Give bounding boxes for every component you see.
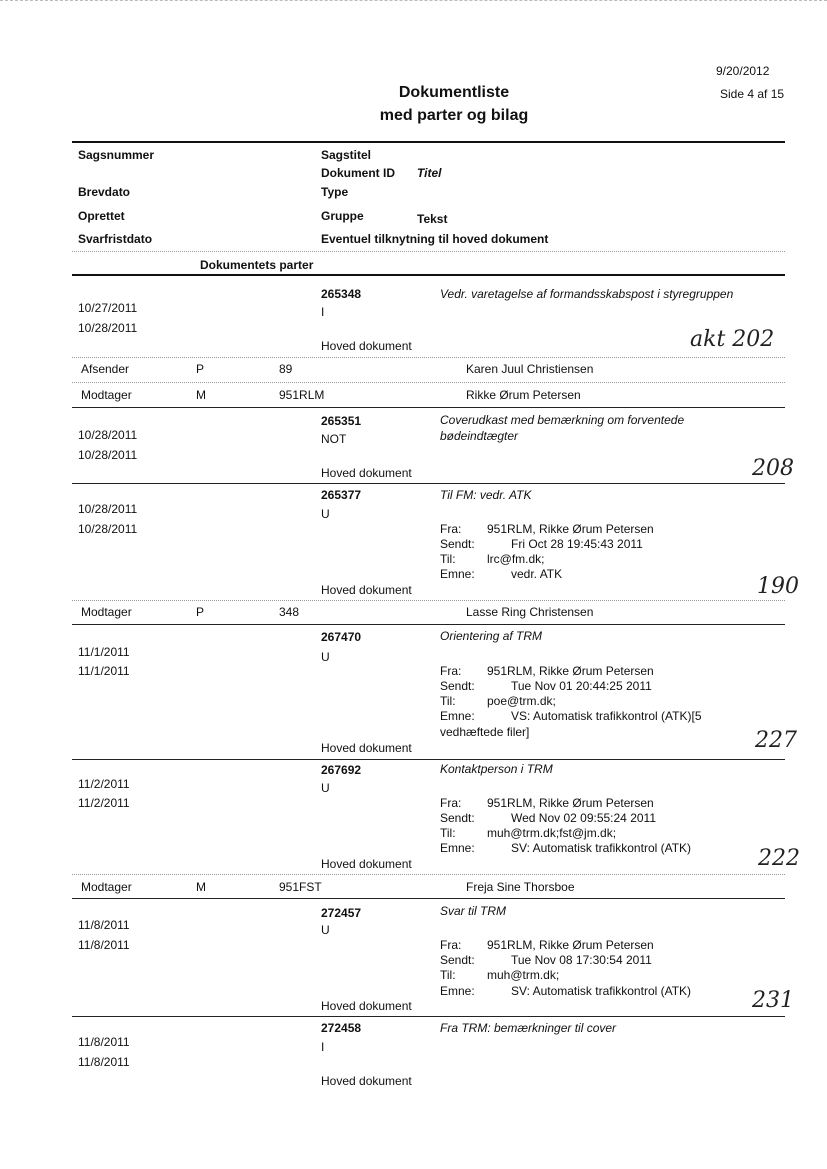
doc-title: Vedr. varetagelse af formandsskabspost i styregruppen xyxy=(440,287,734,301)
doc-type: U xyxy=(321,507,330,521)
mail-sent: Tue Nov 01 20:44:25 2011 xyxy=(511,679,652,693)
doc-oprettet: 11/2/2011 xyxy=(78,796,130,810)
doc-id: 272458 xyxy=(321,1021,362,1035)
handwritten-note: 208 xyxy=(752,456,794,481)
handwritten-note: 227 xyxy=(755,728,797,753)
party-name: Rikke Ørum Petersen xyxy=(466,388,581,402)
col-parter: Dokumentets parter xyxy=(200,258,314,272)
doc-title: Orientering af TRM xyxy=(440,629,543,643)
handwritten-note: 190 xyxy=(757,574,799,599)
mail-to: muh@trm.dk;fst@jm.dk; xyxy=(487,826,617,840)
mail-subject: SV: Automatisk trafikkontrol (ATK) xyxy=(511,841,692,855)
scan-artifact-top xyxy=(0,0,827,6)
doc-type: I xyxy=(321,305,325,319)
doc-title: Kontaktperson i TRM xyxy=(440,762,553,776)
col-brevdato: Brevdato xyxy=(78,185,131,199)
doc-title: Svar til TRM xyxy=(440,904,506,918)
col-tekst: Tekst xyxy=(417,212,448,226)
doc-type: I xyxy=(321,1040,325,1054)
mail-sent-label: Sendt: xyxy=(440,953,475,967)
party-code: P xyxy=(196,605,205,619)
party-number: 348 xyxy=(279,605,300,619)
doc-group: Hoved dokument xyxy=(321,741,412,755)
mail-subject-cont: vedhæftede filer] xyxy=(440,725,530,739)
party-code: P xyxy=(196,362,205,376)
mail-subject-label: Emne: xyxy=(440,841,475,855)
mail-sent-label: Sendt: xyxy=(440,679,475,693)
doc-group: Hoved dokument xyxy=(321,857,412,871)
col-oprettet: Oprettet xyxy=(78,209,125,223)
entry-rule xyxy=(72,759,785,760)
print-date: 9/20/2012 xyxy=(716,64,770,78)
doc-oprettet: 10/28/2011 xyxy=(78,448,138,462)
legend-divider xyxy=(72,251,785,252)
legend-rule xyxy=(72,274,785,276)
party-role: Afsender xyxy=(81,362,130,376)
entry-rule xyxy=(72,407,785,408)
mail-subject: vedr. ATK xyxy=(511,567,563,581)
row-divider xyxy=(72,382,785,383)
entry-rule xyxy=(72,898,785,899)
doc-title: Coverudkast med bemærkning om forventede xyxy=(440,413,685,427)
row-divider xyxy=(72,600,785,601)
mail-subject: SV: Automatisk trafikkontrol (ATK) xyxy=(511,984,692,998)
mail-from: 951RLM, Rikke Ørum Petersen xyxy=(487,664,654,678)
entry-rule xyxy=(72,624,785,625)
mail-sent: Fri Oct 28 19:45:43 2011 xyxy=(511,537,643,551)
party-number: 951FST xyxy=(279,880,322,894)
document-title: Dokumentliste xyxy=(398,84,510,101)
mail-to-label: Til: xyxy=(440,968,456,982)
doc-id: 267470 xyxy=(321,630,362,644)
doc-id: 267692 xyxy=(321,763,362,777)
doc-id: 265348 xyxy=(321,287,362,301)
doc-brevdato: 10/27/2011 xyxy=(78,301,138,315)
col-tilknytning: Eventuel tilknytning til hoved dokument xyxy=(321,232,549,246)
party-number: 951RLM xyxy=(279,388,325,402)
doc-group: Hoved dokument xyxy=(321,1074,412,1088)
row-divider xyxy=(72,874,785,875)
mail-subject-label: Emne: xyxy=(440,984,475,998)
doc-group: Hoved dokument xyxy=(321,339,412,353)
mail-to-label: Til: xyxy=(440,694,456,708)
mail-from: 951RLM, Rikke Ørum Petersen xyxy=(487,938,654,952)
mail-to-label: Til: xyxy=(440,826,456,840)
mail-to: muh@trm.dk; xyxy=(487,968,560,982)
mail-sent: Wed Nov 02 09:55:24 2011 xyxy=(511,811,656,825)
handwritten-note: 231 xyxy=(752,988,794,1013)
mail-from-label: Fra: xyxy=(440,938,462,952)
doc-brevdato: 10/28/2011 xyxy=(78,428,138,442)
party-role: Modtager xyxy=(81,388,132,402)
col-dokument-id: Dokument ID xyxy=(321,166,396,180)
party-name: Karen Juul Christiensen xyxy=(466,362,594,376)
doc-brevdato: 11/8/2011 xyxy=(78,918,130,932)
doc-type: U xyxy=(321,781,330,795)
row-divider xyxy=(72,357,785,358)
doc-oprettet: 10/28/2011 xyxy=(78,321,138,335)
doc-brevdato: 11/1/2011 xyxy=(78,645,130,659)
doc-group: Hoved dokument xyxy=(321,999,412,1013)
doc-group: Hoved dokument xyxy=(321,466,412,480)
doc-id: 265351 xyxy=(321,414,362,428)
mail-subject: VS: Automatisk trafikkontrol (ATK)[5 xyxy=(511,709,702,723)
doc-brevdato: 11/8/2011 xyxy=(78,1035,130,1049)
party-number: 89 xyxy=(279,362,293,376)
party-code: M xyxy=(196,388,206,402)
party-name: Freja Sine Thorsboe xyxy=(466,880,575,894)
doc-id: 265377 xyxy=(321,488,362,502)
party-role: Modtager xyxy=(81,605,132,619)
mail-from: 951RLM, Rikke Ørum Petersen xyxy=(487,796,654,810)
entry-rule xyxy=(72,1016,785,1017)
doc-type: NOT xyxy=(321,432,347,446)
party-code: M xyxy=(196,880,206,894)
mail-subject-label: Emne: xyxy=(440,567,475,581)
party-name: Lasse Ring Christensen xyxy=(466,605,594,619)
doc-oprettet: 11/8/2011 xyxy=(78,938,130,952)
mail-sent: Tue Nov 08 17:30:54 2011 xyxy=(511,953,652,967)
doc-brevdato: 10/28/2011 xyxy=(78,502,138,516)
header-rule xyxy=(72,141,785,143)
mail-to: poe@trm.dk; xyxy=(487,694,556,708)
doc-oprettet: 11/8/2011 xyxy=(78,1055,130,1069)
doc-title-cont: bødeindtægter xyxy=(440,429,519,443)
entry-rule xyxy=(72,483,785,484)
party-role: Modtager xyxy=(81,880,132,894)
col-sagstitel: Sagstitel xyxy=(321,148,372,162)
mail-sent-label: Sendt: xyxy=(440,811,475,825)
doc-type: U xyxy=(321,650,330,664)
doc-oprettet: 11/1/2011 xyxy=(78,664,130,678)
mail-subject-label: Emne: xyxy=(440,709,475,723)
col-gruppe: Gruppe xyxy=(321,209,364,223)
col-titel: Titel xyxy=(417,166,442,180)
col-type: Type xyxy=(321,185,349,199)
doc-id: 272457 xyxy=(321,906,362,920)
doc-group: Hoved dokument xyxy=(321,583,412,597)
doc-title: Fra TRM: bemærkninger til cover xyxy=(440,1021,617,1035)
handwritten-note: 222 xyxy=(758,846,800,871)
handwritten-note: akt 202 xyxy=(690,327,775,352)
mail-sent-label: Sendt: xyxy=(440,537,475,551)
doc-title: Til FM: vedr. ATK xyxy=(440,488,532,502)
mail-from-label: Fra: xyxy=(440,522,462,536)
col-sagsnummer: Sagsnummer xyxy=(78,148,155,162)
doc-type: U xyxy=(321,923,330,937)
mail-to: lrc@fm.dk; xyxy=(487,552,545,566)
col-svarfristdato: Svarfristdato xyxy=(78,232,153,246)
doc-oprettet: 10/28/2011 xyxy=(78,522,138,536)
page-number: Side 4 af 15 xyxy=(720,87,785,101)
document-subtitle: med parter og bilag xyxy=(379,107,529,124)
doc-brevdato: 11/2/2011 xyxy=(78,777,130,791)
mail-from-label: Fra: xyxy=(440,796,462,810)
mail-from-label: Fra: xyxy=(440,664,462,678)
mail-to-label: Til: xyxy=(440,552,456,566)
mail-from: 951RLM, Rikke Ørum Petersen xyxy=(487,522,654,536)
